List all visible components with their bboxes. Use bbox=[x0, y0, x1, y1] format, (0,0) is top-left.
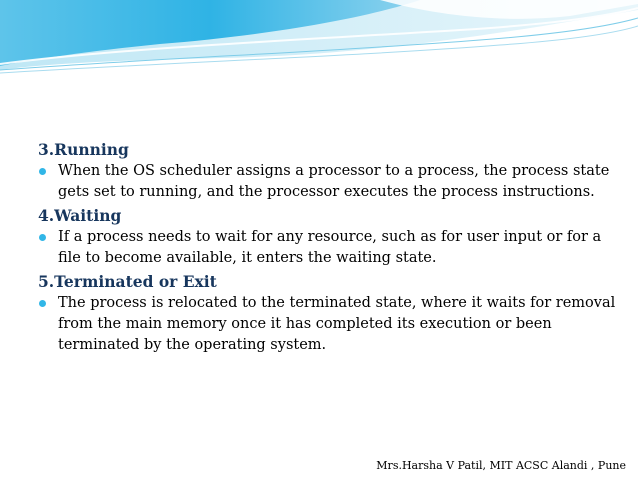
bullet-terminated-text: The process is relocated to the terminated state, where it waits for removal from the main memory once it has completed its execution or been terminated by the operating system. bbox=[58, 295, 616, 353]
bullet-dot-icon bbox=[39, 168, 46, 175]
bullet-dot-icon bbox=[39, 300, 46, 307]
footer-author: Mrs.Harsha V Patil, MIT ACSC Alandi , Pune bbox=[376, 459, 626, 472]
section-heading-terminated: 5.Terminated or Exit bbox=[38, 272, 217, 291]
section-heading-running: 3.Running bbox=[38, 140, 129, 159]
bullet-waiting-text: If a process needs to wait for any resource, such as for user input or for a file to become available, it enters the waiting state. bbox=[58, 229, 602, 266]
bullet-dot-icon bbox=[39, 234, 46, 241]
bullet-waiting bbox=[38, 227, 618, 269]
bullet-running bbox=[38, 161, 618, 203]
header-wave-decoration bbox=[0, 0, 638, 80]
slide-content bbox=[38, 139, 618, 358]
section-heading-waiting: 4.Waiting bbox=[38, 206, 122, 225]
bullet-running-text: When the OS scheduler assigns a processor to a process, the process state gets set to running, and the processor executes the process instructions. bbox=[58, 163, 610, 200]
bullet-terminated bbox=[38, 293, 618, 356]
